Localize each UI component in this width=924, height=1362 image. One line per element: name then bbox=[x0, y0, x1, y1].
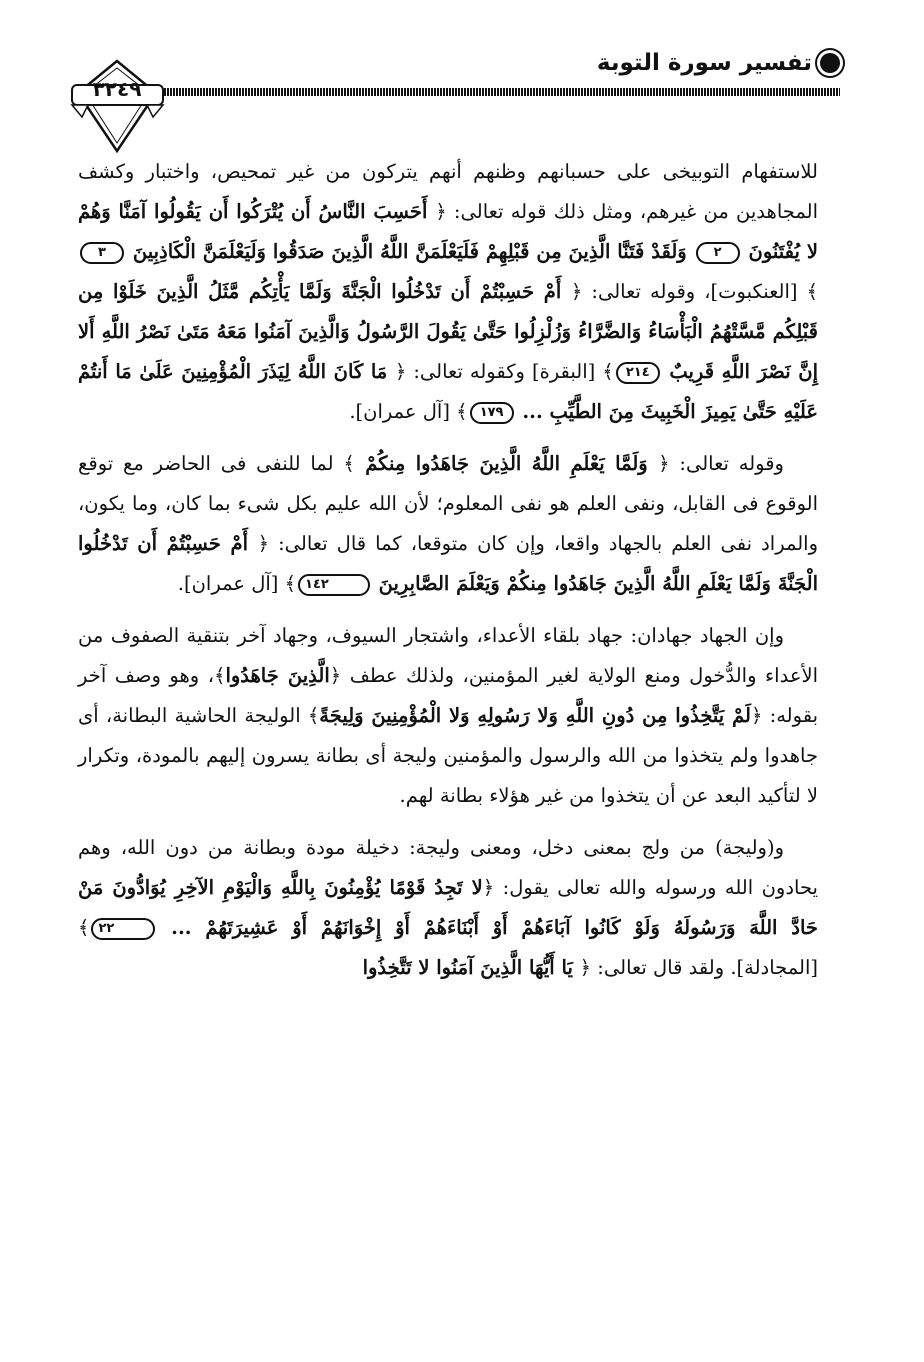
commentary-text: الوليجة الحاشية البطانة، أى جاهدوا ولم يتخذوا من الله والرسول والمؤمنين وليجة أى بطانة يسرون إليهم بالمودة، وتكرار لا لتأكيد البعد عن أن يتخذوا من غير هؤلاء بطانة لهم. bbox=[78, 704, 818, 807]
quran-verse: مَا كَانَ اللَّهُ لِيَذَرَ الْمُؤْمِنِينَ عَلَىٰ مَا أَنتُمْ عَلَيْهِ حَتَّىٰ يَمِيزَ الْخَبِيثَ مِنَ الطَّيِّبِ ... bbox=[78, 360, 818, 423]
quran-open-bracket: ﴿ bbox=[394, 360, 407, 383]
commentary-text: [آل عمران]. bbox=[177, 572, 285, 595]
ayah-number: ٢ bbox=[696, 242, 740, 264]
ayah-number: ١٧٩ bbox=[470, 402, 514, 424]
quran-open-bracket: ﴿ bbox=[750, 704, 763, 727]
paragraph bbox=[78, 828, 818, 988]
quran-verse: أَحَسِبَ النَّاسُ أَن يُتْرَكُوا أَن يَقُولُوا آمَنَّا وَهُمْ لا يُفْتَنُونَ bbox=[78, 200, 818, 263]
ayah-number: ٢١٤ bbox=[616, 362, 660, 384]
ornament-bullet-icon bbox=[820, 53, 840, 73]
quran-verse: يَا أَيُّهَا الَّذِينَ آمَنُوا لا تَتَّخِذُوا bbox=[362, 956, 580, 979]
commentary-text: وقوله تعالى: bbox=[669, 452, 784, 475]
quran-open-bracket: ﴿ bbox=[658, 452, 670, 475]
commentary-text: ، وهو وصف آخر بقوله: bbox=[78, 664, 818, 727]
quran-close-bracket: ﴾ bbox=[78, 916, 90, 939]
surah-title-text: تفسير سورة التوبة bbox=[596, 50, 812, 76]
quran-verse: لا تَجِدُ قَوْمًا يُؤْمِنُونَ بِاللَّهِ وَالْيَوْمِ الآخِرِ يُوَادُّونَ مَنْ حَادَّ اللَّهَ وَرَسُولَهُ وَلَوْ كَانُوا آبَاءَهُمْ أَوْ أَبْنَاءَهُمْ أَوْ إِخْوَانَهُمْ أَوْ عَشِيرَتَهُمْ ... bbox=[78, 876, 818, 939]
quran-verse: أَمْ حَسِبْتُمْ أَن تَدْخُلُوا الْجَنَّةَ وَلَمَّا يَعْلَمِ اللَّهُ الَّذِينَ جَاهَدُوا مِنكُمْ وَيَعْلَمَ الصَّابِرِينَ bbox=[78, 532, 818, 595]
running-title bbox=[597, 50, 840, 76]
quran-open-bracket: ﴿ bbox=[579, 956, 592, 979]
commentary-text: [آل عمران]. bbox=[349, 400, 457, 423]
quran-verse: أَمْ حَسِبْتُمْ أَن تَدْخُلُوا الْجَنَّةَ وَلَمَّا يَأْتِكُم مَّثَلُ الَّذِينَ خَلَوْا مِن قَبْلِكُم مَّسَّتْهُمُ الْبَأْسَاءُ وَالضَّرَّاءُ وَزُلْزِلُوا حَتَّىٰ يَقُولَ الرَّسُولُ وَالَّذِينَ آمَنُوا مَعَهُ مَتَىٰ نَصْرُ اللَّهِ أَلا إِنَّ نَصْرَ اللَّهِ قَرِيبٌ bbox=[78, 280, 818, 383]
commentary-text: وإن الجهاد جهادان: جهاد بلقاء الأعداء، واشتجار السيوف، وجهاد آخر بتنقية الصفوف من الأعداء والدُّخول ومنع الولاية لغير المؤمنين، ولذلك عطف bbox=[78, 624, 818, 687]
commentary-text: لما للنفى فى الحاضر مع توقع الوقوع فى القابل، ونفى العلم هو نفى المعلوم؛ لأن الله عليم بكل شىء بما كان، وما يكون، والمراد نفى العلم بالجهاد واقعا، وإن كان متوقعا، كما قال تعالى: bbox=[78, 452, 819, 555]
page-number: ٣٢٤٩ bbox=[92, 77, 142, 101]
ayah-number: ١٤٢ bbox=[298, 574, 370, 596]
paragraph bbox=[78, 616, 818, 816]
commentary-text: و(وليجة) من ولج بمعنى دخل، ومعنى وليجة: دخيلة مودة وبطانة من دون الله، وهم يحادون الله ورسوله والله تعالى يقول: bbox=[78, 836, 818, 899]
quran-close-bracket: ﴾ bbox=[284, 572, 297, 595]
quran-close-bracket: ﴾ bbox=[602, 360, 614, 383]
header-rule bbox=[155, 88, 840, 96]
quran-verse: لَمْ يَتَّخِذُوا مِن دُونِ اللَّهِ وَلا رَسُولِهِ وَلا الْمُؤْمِنِينَ وَلِيجَةً bbox=[319, 704, 751, 727]
commentary-text: [المجادلة]. ولقد قال تعالى: bbox=[591, 956, 818, 979]
quran-open-bracket: ﴿ bbox=[329, 664, 342, 687]
commentary-text: للاستفهام التوبيخى على حسبانهم وظنهم أنهم يتركون من غير تمحيص، واختبار وكشف المجاهدين من غيرهم، ومثل ذلك قوله تعالى: bbox=[78, 160, 818, 223]
commentary-text: [العنكبوت]، وقوله تعالى: bbox=[582, 280, 807, 303]
quran-close-bracket: ﴾ bbox=[806, 280, 818, 303]
paragraph bbox=[78, 152, 818, 432]
quran-close-bracket: ﴾ bbox=[214, 664, 226, 687]
commentary-text: [البقرة] وكقوله تعالى: bbox=[406, 360, 603, 383]
paragraph bbox=[78, 444, 818, 604]
page-header bbox=[60, 40, 840, 140]
quran-open-bracket: ﴿ bbox=[482, 876, 495, 899]
quran-close-bracket: ﴾ bbox=[307, 704, 320, 727]
ayah-number: ٣ bbox=[80, 242, 124, 264]
quran-open-bracket: ﴿ bbox=[257, 532, 270, 555]
ayah-number: ٢٢ bbox=[91, 918, 155, 940]
quran-verse: وَلَقَدْ فَتَنَّا الَّذِينَ مِن قَبْلِهِمْ فَلَيَعْلَمَنَّ اللَّهُ الَّذِينَ صَدَقُوا وَلَيَعْلَمَنَّ الْكَاذِبِينَ bbox=[126, 240, 694, 263]
quran-verse: وَلَمَّا يَعْلَمِ اللَّهُ الَّذِينَ جَاهَدُوا مِنكُمْ bbox=[354, 452, 659, 475]
page-number-frame bbox=[70, 55, 165, 165]
quran-close-bracket: ﴾ bbox=[343, 452, 355, 475]
quran-open-bracket: ﴿ bbox=[570, 280, 583, 303]
commentary-body bbox=[78, 152, 818, 1000]
quran-verse: الَّذِينَ جَاهَدُوا bbox=[225, 664, 330, 687]
quran-open-bracket: ﴿ bbox=[435, 200, 447, 223]
quran-close-bracket: ﴾ bbox=[456, 400, 468, 423]
diamond-frame-icon bbox=[70, 55, 165, 165]
